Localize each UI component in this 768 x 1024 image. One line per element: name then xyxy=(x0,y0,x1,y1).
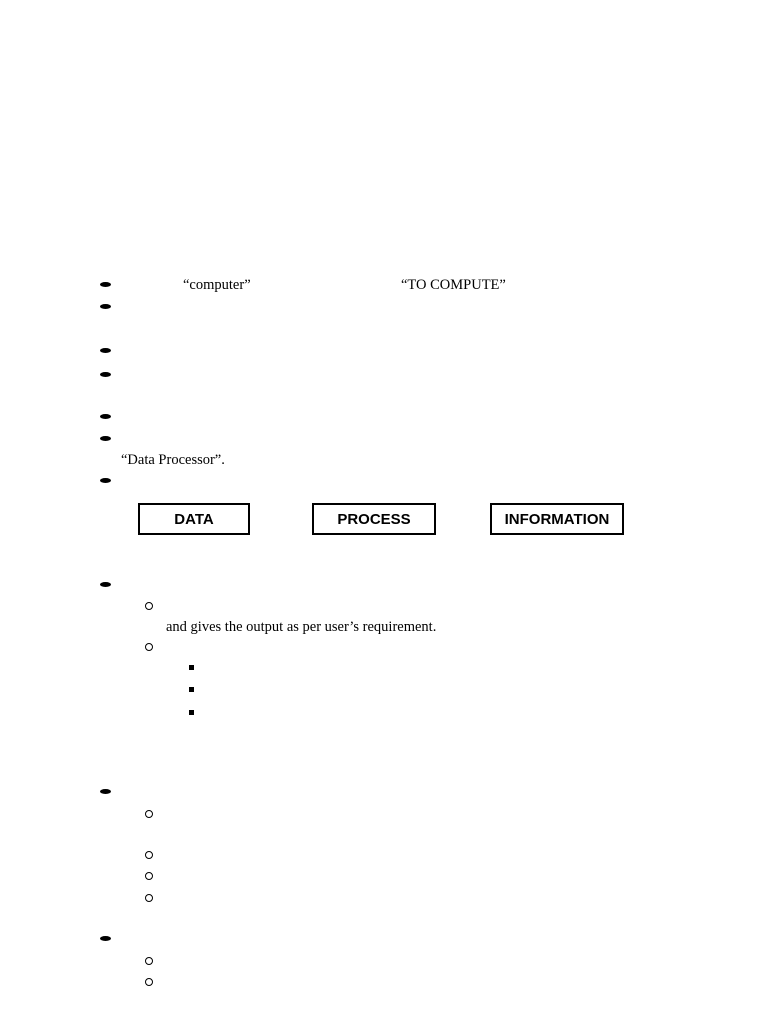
flow-box-label: DATA xyxy=(174,510,214,528)
sub-bullet-marker xyxy=(145,810,153,818)
output-requirement-text: and gives the output as per user’s requirement. xyxy=(166,619,437,635)
flow-box-process xyxy=(312,503,436,535)
bullet-marker xyxy=(100,582,111,587)
sub-bullet-marker xyxy=(145,957,153,965)
bullet-marker xyxy=(100,414,111,419)
bullet-marker xyxy=(100,282,111,287)
sub-bullet-marker xyxy=(145,894,153,902)
flow-box-label: INFORMATION xyxy=(504,510,610,528)
bullet-marker xyxy=(100,936,111,941)
flow-box-information xyxy=(490,503,624,535)
bullet-marker xyxy=(100,789,111,794)
bullet-marker xyxy=(100,436,111,441)
data-processor-text: “Data Processor”. xyxy=(121,452,225,468)
sub-sub-bullet-marker xyxy=(189,687,194,692)
sub-bullet-marker xyxy=(145,602,153,610)
flow-box-data xyxy=(138,503,250,535)
sub-bullet-marker xyxy=(145,978,153,986)
sub-bullet-marker xyxy=(145,851,153,859)
bullet-marker xyxy=(100,478,111,483)
sub-sub-bullet-marker xyxy=(189,710,194,715)
bullet-marker xyxy=(100,372,111,377)
sub-bullet-marker xyxy=(145,872,153,880)
quoted-term-computer: “computer” xyxy=(183,277,251,293)
sub-bullet-marker xyxy=(145,643,153,651)
flow-box-label: PROCESS xyxy=(337,510,411,528)
quoted-term-to-compute: “TO COMPUTE” xyxy=(401,277,506,293)
bullet-marker xyxy=(100,304,111,309)
sub-sub-bullet-marker xyxy=(189,665,194,670)
bullet-marker xyxy=(100,348,111,353)
